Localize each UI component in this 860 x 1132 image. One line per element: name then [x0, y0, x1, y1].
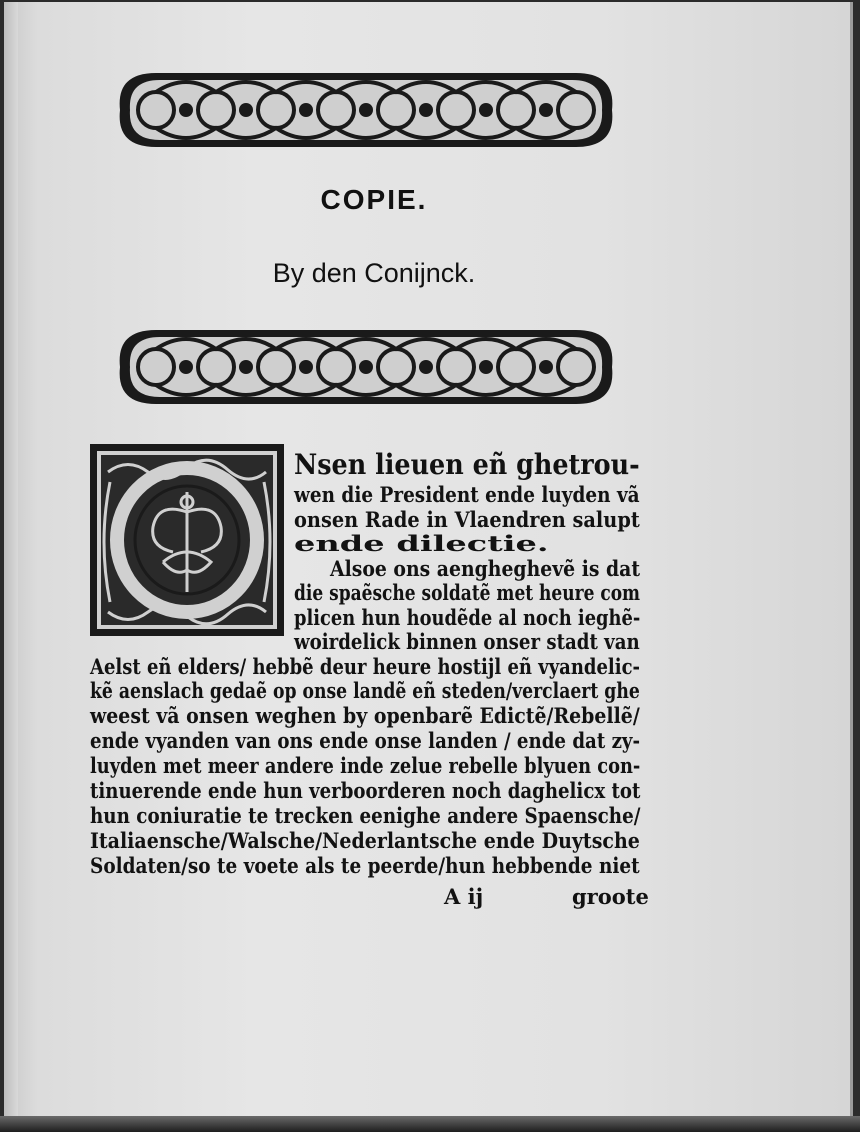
- text-line: ende vyanden van ons ende onse landen / ende dat zy-: [90, 728, 641, 753]
- text-line: tinuerende ende hun verboorderen noch daghelicx tot: [90, 778, 641, 803]
- text-line: die spaẽsche soldatẽ met heure com: [294, 580, 641, 605]
- catchword: groote: [572, 884, 649, 909]
- text-line: luyden met meer andere inde zelue rebelle blyuen con-: [90, 753, 641, 778]
- text-line: weest vã onsen weghen by openbarẽ Edictẽ/Rebellẽ/: [90, 703, 640, 728]
- signature-mark: A ij: [444, 884, 484, 909]
- text-line: Nsen lieuen eñ ghetrou-: [294, 448, 640, 481]
- document-page: [4, 2, 853, 1118]
- page-subtitle: By den Conijnck.: [272, 258, 476, 288]
- text-line: plicen hun houdẽde al noch ieghẽ-: [294, 605, 641, 630]
- page-binding-edge: [4, 2, 18, 1118]
- text-line: hun coniuratie te trecken eenighe andere Spaensche/: [90, 803, 641, 828]
- text-line: woirdelick binnen onser stadt van: [294, 629, 640, 654]
- text-line: Aelst eñ elders/ hebbẽ deur heure hostijl eñ vyandelic-: [90, 654, 641, 679]
- text-line: onsen Rade in Vlaendren salupt: [294, 507, 640, 532]
- decorated-initial-icon: [88, 442, 286, 638]
- text-line: Soldaten/so te voete als te peerde/hun hebbende niet: [90, 853, 640, 878]
- page-title: COPIE.: [320, 184, 428, 215]
- text-line: wen die President ende luyden vã: [294, 482, 640, 507]
- text-line: ende dilectie.: [294, 531, 549, 556]
- ornament-bottom-icon: [116, 324, 616, 410]
- scan-bottom-edge: [0, 1116, 860, 1132]
- ornament-top-icon: [116, 67, 616, 153]
- text-line: kẽ aenslach gedaẽ op onse landẽ eñ steden/verclaert ghe: [90, 678, 640, 703]
- text-line: Italiaensche/Walsche/Nederlantsche ende Duytsche: [90, 828, 640, 853]
- text-line: Alsoe ons aengheghevẽ is dat: [330, 556, 641, 581]
